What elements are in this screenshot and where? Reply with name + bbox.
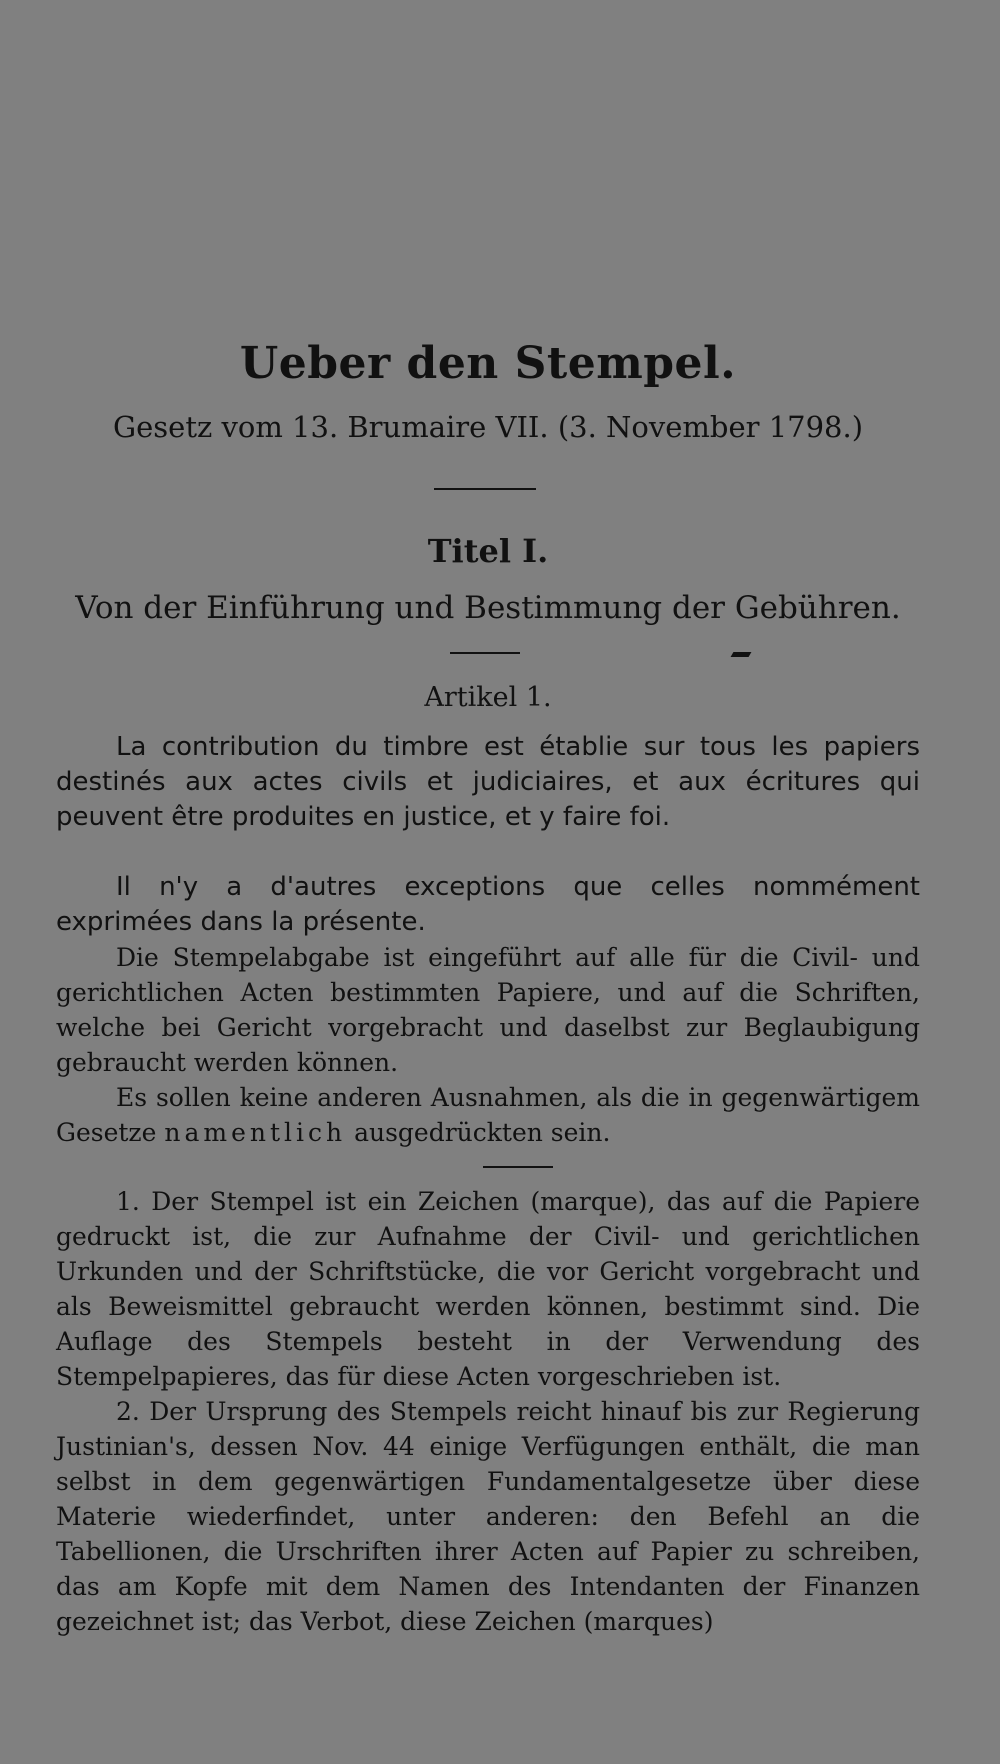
german-paragraph: [56, 1080, 920, 1150]
french-paragraph: Il n'y a d'autres exceptions que celles nommément exprimées dans la présente.: [56, 872, 920, 937]
commentary-note: 2. Der Ursprung des Stempels reicht hinauf bis zur Regierung Justinian's, dessen Nov. 44 einige Verfügungen enthält, die man selbst in dem gegenwärtigen Fundamentalgesetze über diese Materie wiederfindet, unter anderen: den Befehl an die Tabellionen, die Urschriften ihrer Acten auf Papier zu schreiben, das am Kopfe mit dem Namen des Intendanten der Finanzen gezeichnet ist; das Verbot, diese Zeichen (marques): [56, 1397, 920, 1636]
document-page: [56, 0, 920, 1764]
divider-rule: [483, 1166, 553, 1168]
divider-rule: [434, 488, 536, 490]
german-paragraph: Die Stempelabgabe ist eingeführt auf alle für die Civil- und gerichtlichen Acten bestimmten Papiere, und auf die Schriften, welche bei Gericht vorgebracht und daselbst zur Beglaubigung gebraucht werden können.: [56, 943, 920, 1077]
law-subtitle: Gesetz vom 13. Brumaire VII. (3. November 1798.): [112, 410, 864, 444]
article-label: Artikel 1.: [424, 682, 552, 713]
print-mark: [731, 652, 752, 657]
french-paragraph: La contribution du timbre est établie sur tous les papiers destinés aux actes civils et judiciaires, et aux écritures qui peuvent être produites en justice, et y faire foi.: [56, 732, 920, 832]
page-title: Ueber den Stempel.: [239, 338, 737, 389]
commentary-note: 1. Der Stempel ist ein Zeichen (marque), das auf die Papiere gedruckt ist, die zur Aufnahme der Civil- und gerichtlichen Urkunden und der Schriftstücke, die vor Gericht vorgebracht und als Beweismittel gebraucht werden können, bestimmt sind. Die Auflage des Stempels besteht in der Verwendung des Stempelpapieres, das für diese Acten vorgeschrieben ist.: [56, 1187, 920, 1391]
emphasized-word: namentlich: [164, 1118, 347, 1147]
section-subheading: Von der Einführung und Bestimmung der Gebühren.: [75, 590, 901, 626]
divider-rule: [450, 652, 520, 654]
german-text: Es sollen keine anderen Ausnahmen, als die in gegenwärtigem Gesetze: [56, 1083, 920, 1147]
section-heading: Titel I.: [427, 532, 549, 570]
german-text: ausgedrückten sein.: [354, 1118, 611, 1147]
